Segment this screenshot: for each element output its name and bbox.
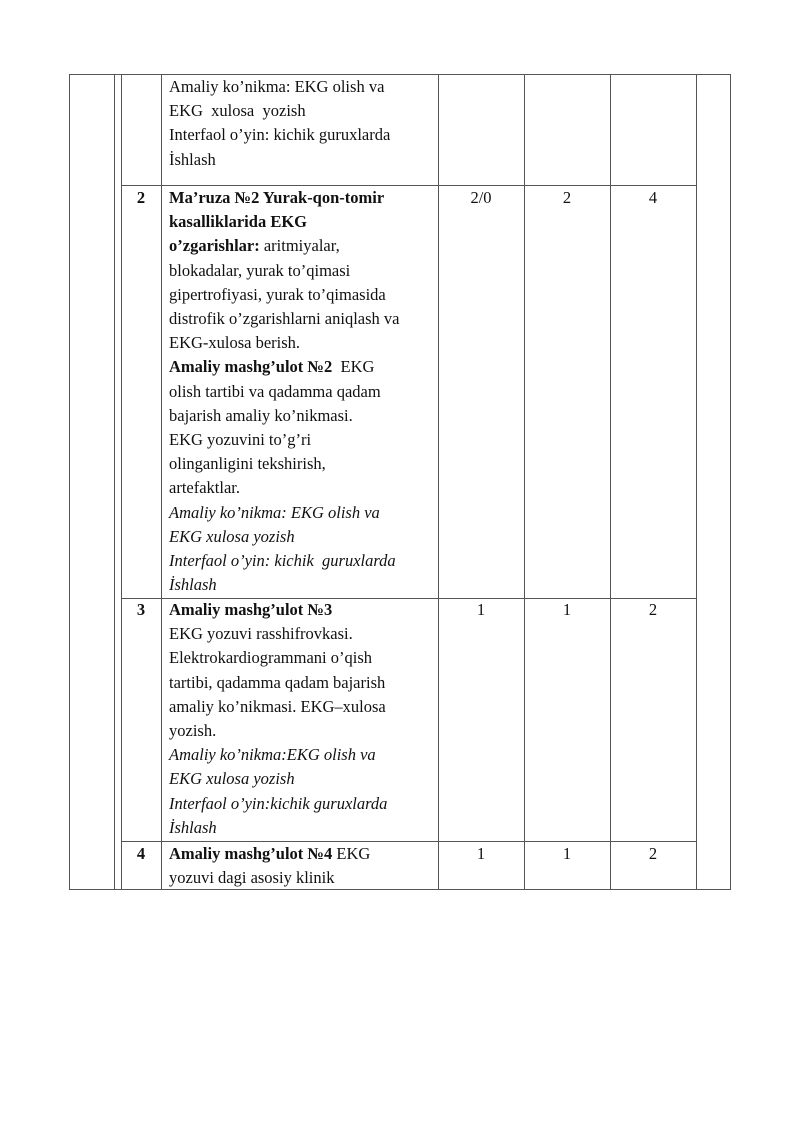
content-line <box>169 622 437 646</box>
content-line <box>169 598 437 622</box>
text-segment: amaliy ko’nikmasi. EKG–xulosa <box>169 696 386 716</box>
row-1-number: 2 <box>136 188 146 207</box>
row-3-hours-practice: 1 <box>562 844 572 863</box>
text-segment: gipertrofiyasi, yurak to’qimasida <box>169 284 386 304</box>
content-line <box>169 380 437 404</box>
content-line <box>169 148 437 172</box>
text-segment: Interfaol o’yin: kichik guruxlarda <box>169 551 396 571</box>
row-0-content <box>169 75 437 172</box>
content-line <box>169 307 437 331</box>
text-segment: yozuvi dagi asosiy klinik <box>169 868 335 888</box>
text-segment: bajarish amaliy ko’nikmasi. <box>169 405 353 425</box>
content-line <box>169 123 437 147</box>
row-2-hours-practice: 1 <box>562 600 572 619</box>
row-1-content <box>169 186 437 597</box>
row-2-hours-total: 1 <box>476 600 486 619</box>
content-line <box>169 719 437 743</box>
content-line <box>169 767 437 791</box>
row-2-hours-independent: 2 <box>648 600 658 619</box>
text-segment: yozish. <box>169 721 217 741</box>
content-line <box>169 234 437 258</box>
content-line <box>169 573 437 597</box>
column-divider <box>114 74 115 890</box>
row-3-hours-independent: 2 <box>648 844 658 863</box>
text-segment: EKG xulosa yozish <box>169 526 295 546</box>
content-line <box>169 404 437 428</box>
text-segment: İshlash <box>169 817 217 837</box>
column-divider <box>161 74 162 890</box>
text-segment: o’zgarishlar: <box>169 236 260 256</box>
text-segment: Amaliy ko’nikma: EKG olish va <box>169 77 385 96</box>
text-segment: blokadalar, yurak to’qimasi <box>169 260 351 280</box>
content-line <box>169 99 437 123</box>
text-segment: artefaktlar. <box>169 478 240 498</box>
text-segment: Amaliy mashg’ulot №3 <box>169 600 333 619</box>
text-segment: olish tartibi va qadamma qadam <box>169 381 381 401</box>
text-segment: EKG yozuvini to’g’ri <box>169 430 312 450</box>
content-line <box>169 743 437 767</box>
text-segment: distrofik o’zgarishlarni aniqlash va <box>169 309 400 329</box>
content-line <box>169 842 437 866</box>
row-1-hours-practice: 2 <box>562 188 572 207</box>
text-segment: Amaliy mashg’ulot №2 <box>169 357 333 377</box>
content-line <box>169 646 437 670</box>
row-2-number: 3 <box>136 600 146 619</box>
content-line <box>169 259 437 283</box>
content-line <box>169 355 437 379</box>
content-line <box>169 428 437 452</box>
column-divider <box>696 74 697 890</box>
row-3-content <box>169 842 437 890</box>
row-3-hours-total: 1 <box>476 844 486 863</box>
text-segment: EKG-xulosa berish. <box>169 333 301 353</box>
text-segment: EKG xulosa yozish <box>169 101 306 121</box>
text-segment: kasalliklarida EKG <box>169 212 307 232</box>
content-line <box>169 866 437 890</box>
content-line <box>169 75 437 99</box>
content-line <box>169 210 437 234</box>
content-line <box>169 671 437 695</box>
text-segment: EKG yozuvi rasshifrovkasi. <box>169 624 353 644</box>
row-2-content <box>169 598 437 840</box>
text-segment: tartibi, qadamma qadam bajarish <box>169 672 386 692</box>
content-line <box>169 501 437 525</box>
content-line <box>169 283 437 307</box>
text-segment: Interfaol o’yin:kichik guruxlarda <box>169 793 388 813</box>
text-segment: EKG <box>332 357 375 377</box>
row-3-number: 4 <box>136 844 146 863</box>
text-segment: Interfaol o’yin: kichik guruxlarda <box>169 125 391 145</box>
text-segment: Ma’ruza №2 Yurak-qon-tomir <box>169 188 385 207</box>
content-line <box>169 816 437 840</box>
row-1-hours-independent: 4 <box>648 188 658 207</box>
text-segment: EKG <box>332 844 371 863</box>
text-segment: İshlash <box>169 149 216 169</box>
text-segment: aritmiyalar, <box>259 236 340 256</box>
text-segment: EKG xulosa yozish <box>169 769 295 789</box>
content-line <box>169 695 437 719</box>
content-line <box>169 452 437 476</box>
content-line <box>169 331 437 355</box>
text-segment: Amaliy ko’nikma: EKG olish va <box>169 502 380 522</box>
text-segment: olinganligini tekshirish, <box>169 454 326 474</box>
text-segment: Amaliy mashg’ulot №4 <box>169 844 333 863</box>
content-line <box>169 476 437 500</box>
content-line <box>169 549 437 573</box>
content-line <box>169 186 437 210</box>
content-line <box>169 525 437 549</box>
text-segment: İshlash <box>169 575 217 595</box>
text-segment: Amaliy ko’nikma:EKG olish va <box>169 745 376 765</box>
content-line <box>169 792 437 816</box>
text-segment: Elektrokardiogrammani o’qish <box>169 648 372 668</box>
row-1-hours-total: 2/0 <box>470 188 492 207</box>
